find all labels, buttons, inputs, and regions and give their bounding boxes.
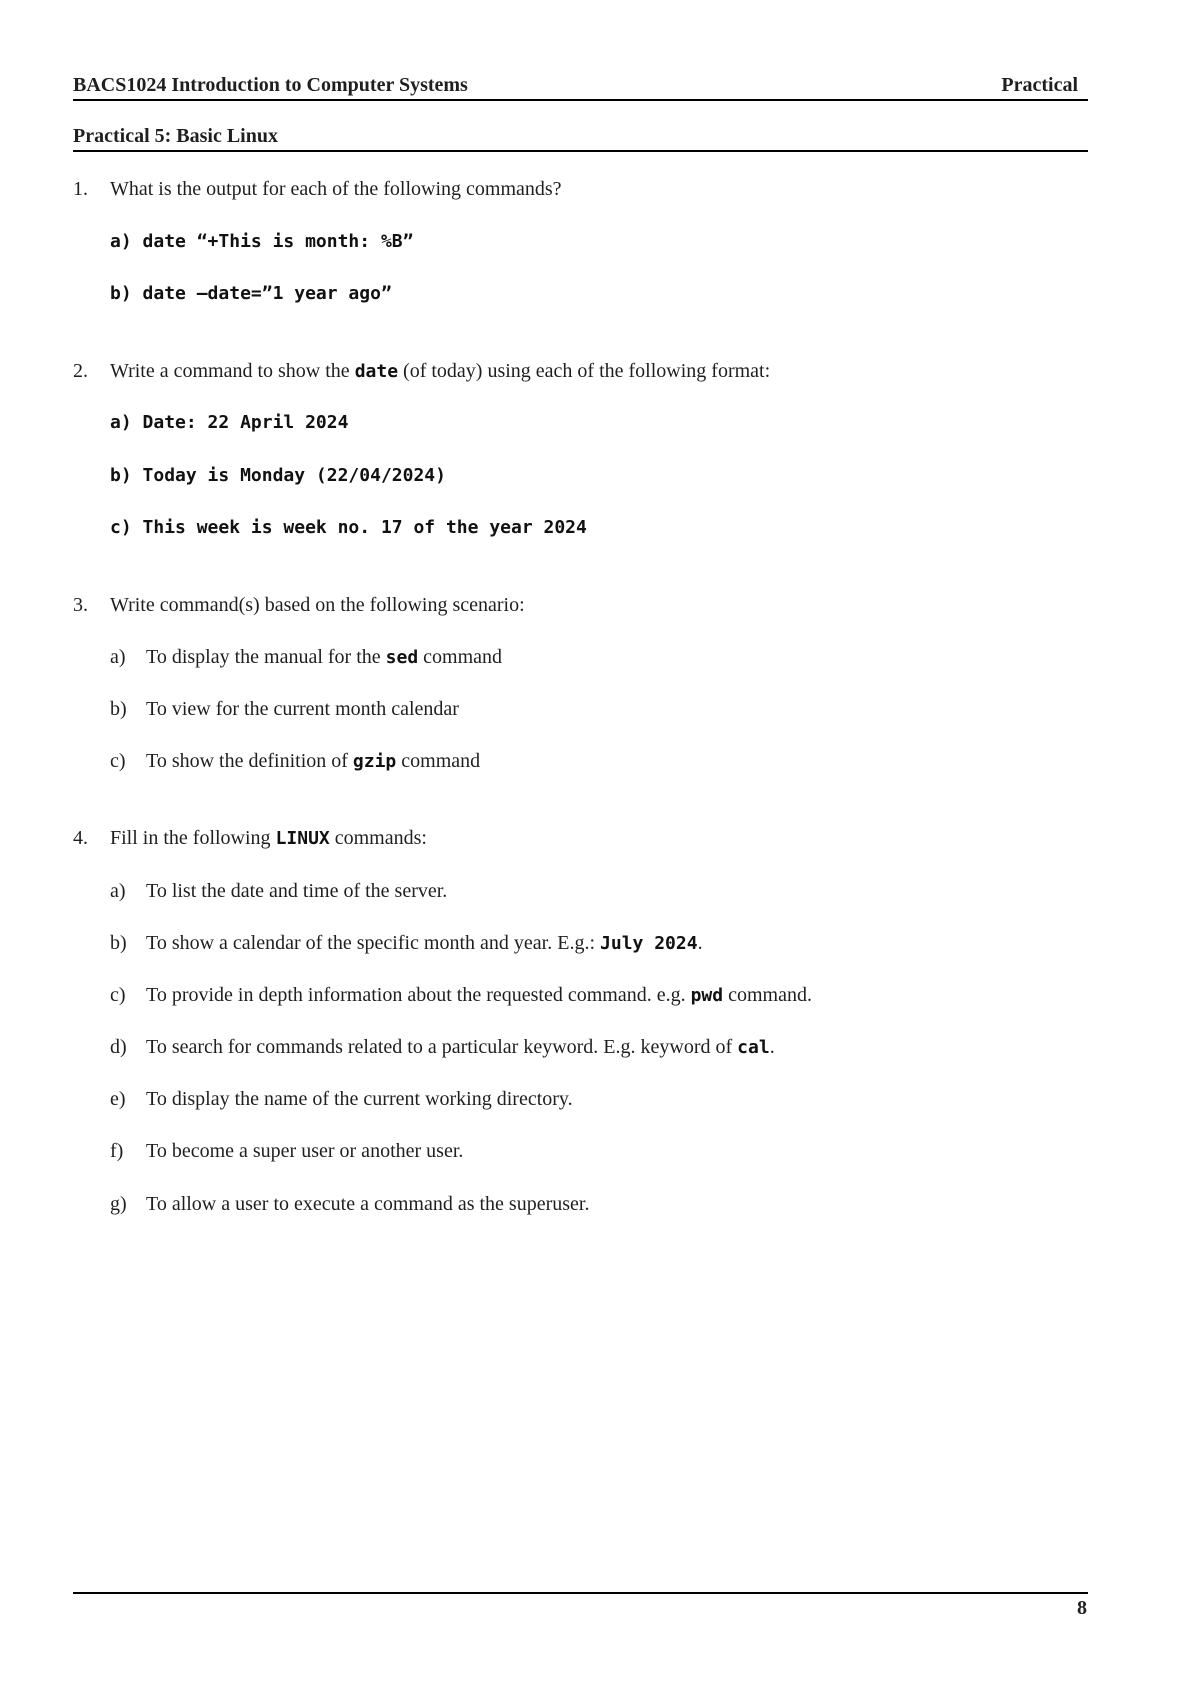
item-label: c) bbox=[110, 517, 132, 538]
section-label: Practical bbox=[1001, 74, 1078, 96]
item-label: e) bbox=[110, 1088, 126, 1110]
item-text-part: . bbox=[769, 1036, 775, 1058]
item-label: g) bbox=[110, 1193, 127, 1215]
item-text-part: To display the manual for the bbox=[146, 646, 386, 668]
item-code: This week is week no. 17 of the year 2024 bbox=[142, 517, 587, 538]
item-label: d) bbox=[110, 1036, 127, 1058]
footer-divider bbox=[73, 1592, 1088, 1594]
question-text-part: (of today) using each of the following format: bbox=[398, 360, 771, 382]
item-label: c) bbox=[110, 750, 126, 772]
page-number: 8 bbox=[1077, 1597, 1087, 1619]
item-text-part: command bbox=[418, 646, 503, 668]
question-2-item-a bbox=[110, 412, 348, 433]
running-header bbox=[73, 73, 1088, 101]
question-text: Write command(s) based on the following scenario: bbox=[110, 594, 525, 616]
course-title: BACS1024 Introduction to Computer Systems bbox=[73, 74, 468, 96]
question-number: 1. bbox=[73, 178, 88, 200]
question-number: 3. bbox=[73, 594, 88, 616]
question-text bbox=[110, 360, 770, 383]
inline-code: LINUX bbox=[275, 828, 330, 849]
item-text: To list the date and time of the server. bbox=[146, 880, 448, 902]
item-text: To view for the current month calendar bbox=[146, 698, 459, 720]
inline-code: gzip bbox=[352, 751, 397, 772]
question-2-item-c bbox=[110, 517, 587, 538]
item-text-part: To provide in depth information about the requested command. e.g. bbox=[146, 984, 691, 1006]
practical-title: Practical 5: Basic Linux bbox=[73, 125, 278, 147]
question-number: 2. bbox=[73, 360, 88, 382]
item-text bbox=[146, 1036, 775, 1059]
item-label: b) bbox=[110, 698, 127, 720]
item-label: c) bbox=[110, 984, 126, 1006]
item-label: b) bbox=[110, 465, 132, 486]
question-1-item-b bbox=[110, 283, 392, 304]
item-text bbox=[146, 646, 502, 669]
question-text-part: Write a command to show the bbox=[110, 360, 355, 382]
inline-code: July 2024 bbox=[600, 933, 698, 954]
item-code: Today is Monday (22/04/2024) bbox=[142, 465, 446, 486]
item-text bbox=[146, 750, 480, 773]
question-text bbox=[110, 827, 427, 850]
item-text-part: To show the definition of bbox=[146, 750, 353, 772]
item-label: b) bbox=[110, 283, 132, 304]
inline-code: cal bbox=[737, 1037, 770, 1058]
item-label: b) bbox=[110, 932, 127, 954]
practical-heading bbox=[73, 124, 1088, 152]
item-code: date “+This is month: %B” bbox=[142, 231, 414, 252]
item-text: To display the name of the current working directory. bbox=[146, 1088, 573, 1110]
item-text-part: command bbox=[396, 750, 481, 772]
item-label: a) bbox=[110, 880, 126, 902]
item-text-part: To search for commands related to a particular keyword. E.g. keyword of bbox=[146, 1036, 738, 1058]
item-text bbox=[146, 984, 812, 1007]
item-text-part: . bbox=[697, 932, 703, 954]
question-text: What is the output for each of the following commands? bbox=[110, 178, 562, 200]
item-label: a) bbox=[110, 412, 132, 433]
inline-code: date bbox=[354, 361, 399, 382]
item-text: To become a super user or another user. bbox=[146, 1140, 464, 1162]
item-code: date –date=”1 year ago” bbox=[142, 283, 392, 304]
item-text bbox=[146, 932, 703, 955]
question-1-item-a bbox=[110, 231, 413, 252]
item-text: To allow a user to execute a command as the superuser. bbox=[146, 1193, 590, 1215]
inline-code: pwd bbox=[690, 985, 724, 1006]
item-label: f) bbox=[110, 1140, 124, 1162]
item-text-part: command. bbox=[723, 984, 812, 1006]
item-label: a) bbox=[110, 231, 132, 252]
item-label: a) bbox=[110, 646, 126, 668]
question-text-part: Fill in the following bbox=[110, 827, 276, 849]
question-2-item-b bbox=[110, 465, 446, 486]
inline-code: sed bbox=[385, 647, 419, 668]
item-code: Date: 22 April 2024 bbox=[142, 412, 349, 433]
question-number: 4. bbox=[73, 827, 88, 849]
item-text-part: To show a calendar of the specific month and year. E.g.: bbox=[146, 932, 601, 954]
question-text-part: commands: bbox=[329, 827, 427, 849]
